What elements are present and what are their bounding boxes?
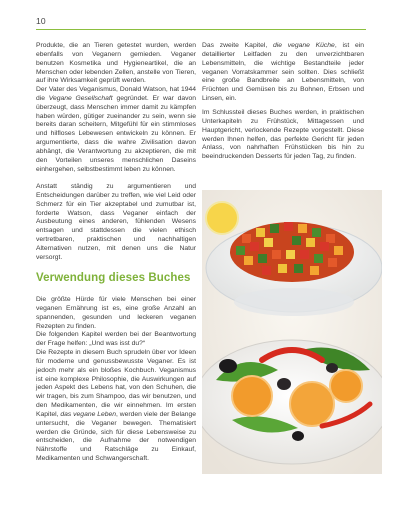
section-heading: Verwendung dieses Buches — [36, 272, 191, 284]
left-paragraph-6-start: Die Rezepte in diesem Buch sprudeln über vor Ideen für moderne und genussbewusste Veganer. Es ist jedoch mehr als ein bloßes Kochbuch. Veganismus ist eine komplexe Philosophie, die Auswirkungen auf jeden Aspekt des Lebens hat, von den Schuhen, die wir tragen, bis zum Shampoo, das wir benutzen, und den Medikamenten, die wir einnehmen. Im ersten Kapitel, — [36, 349, 196, 418]
right-paragraph-1 — [202, 42, 364, 104]
left-paragraph-1: Produkte, die an Tieren getestet wurden, werden ebenfalls von Veganern gemieden. Veganer benutzen Kosmetika und Hygieneartikel, die an Menschen oder lebenden Zellen, anstelle von Tieren, auf ihre Wirksamkeit geprüft werden. — [36, 42, 196, 85]
header-rule — [36, 29, 366, 30]
left-paragraph-4: Die größte Hürde für viele Menschen bei einer veganen Ernährung ist es, eine große Anzahl an spannenden, gesunden und leckeren veganen Rezepten zu finden. — [36, 296, 196, 330]
left-paragraph-2-start: Der Vater des Veganismus, Donald Watson, hat 1944 die — [36, 86, 196, 102]
food-photo — [202, 190, 382, 474]
page-number: 10 — [36, 16, 46, 26]
left-paragraph-3: Anstatt ständig zu argumentieren und Entscheidungen darüber zu treffen, wie viel Leid oder Schmerz für ein Tier akzeptabel und zumutbar ist, forderte Watson, dass Veganer einfach der Ausbeutung eines anderen, fühlenden Wesens entsagen und stattdessen die vielen ethisch vertretbaren, praktischen und nachhaltigen Alternativen nutzen, mit denen uns die Natur versorgt. — [36, 183, 196, 261]
left-paragraph-2-emphasis: Vegane Gesellschaft — [48, 94, 113, 102]
left-paragraph-6 — [36, 349, 196, 464]
left-paragraph-6-end: , werden viele der Belange untersucht, die Veganer bewegen. Thematisiert werden die Gründe, sich für diese Lebensweise zu entscheiden, die Aufnahme der notwendigen Nährstoffe und Ratschläge zu Einkauf, Medikamenten und Schwangerschaft. — [36, 410, 196, 463]
right-paragraph-1-end: , ist ein detaillierter Leitfaden zu den unverzichtbaren Lebensmitteln, die wichtige Bestandteile jeder veganen Vorratskammer sein sollten. Dies schließt eine große Bandbreite an Lebensmitteln, von Früchten und Gemüsen bis zu Bohnen, Erbsen und Linsen, ein. — [202, 42, 364, 103]
left-paragraph-6-emphasis: das vegane Leben — [60, 410, 116, 418]
left-paragraph-2-end: gegründet. Er war davon überzeugt, dass Menschen immer damit zu kämpfen haben würden, gütiger zueinander zu sein, wenn sie bereits daran scheitern, Mitgefühl für ein stimmloses und hilfloses Lebewesen entwickeln zu können. Er argumentierte, dass die wahre Zivilisation davon abhängt, die Verantwortung zu akzeptieren, die mit den Vorteilen unseres menschlichen Daseins einhergehen, selbstbestimmt leben zu können. — [36, 94, 196, 173]
food-photo-icon — [202, 190, 382, 474]
right-paragraph-1-emphasis: die vegane Küche — [272, 42, 335, 49]
left-paragraph-5: Die folgenden Kapitel werden bei der Beantwortung der Frage helfen: „Und was isst du?“ — [36, 331, 196, 347]
right-paragraph-1-start: Das zweite Kapitel, — [202, 42, 273, 49]
right-paragraph-2: Im Schlussteil dieses Buches werden, in praktischen Unterkapiteln zu Frühstück, Mittagessen und Hauptgericht, verlockende Rezepte vorgestellt. Diese werden Ihnen helfen, das perfekte Gericht für jeden Anlass, von nahrhaften Frühstücken bis hin zu beeindruckenden Desserts für jeden Tag, zu finden. — [202, 109, 364, 161]
left-paragraph-2 — [36, 86, 196, 174]
